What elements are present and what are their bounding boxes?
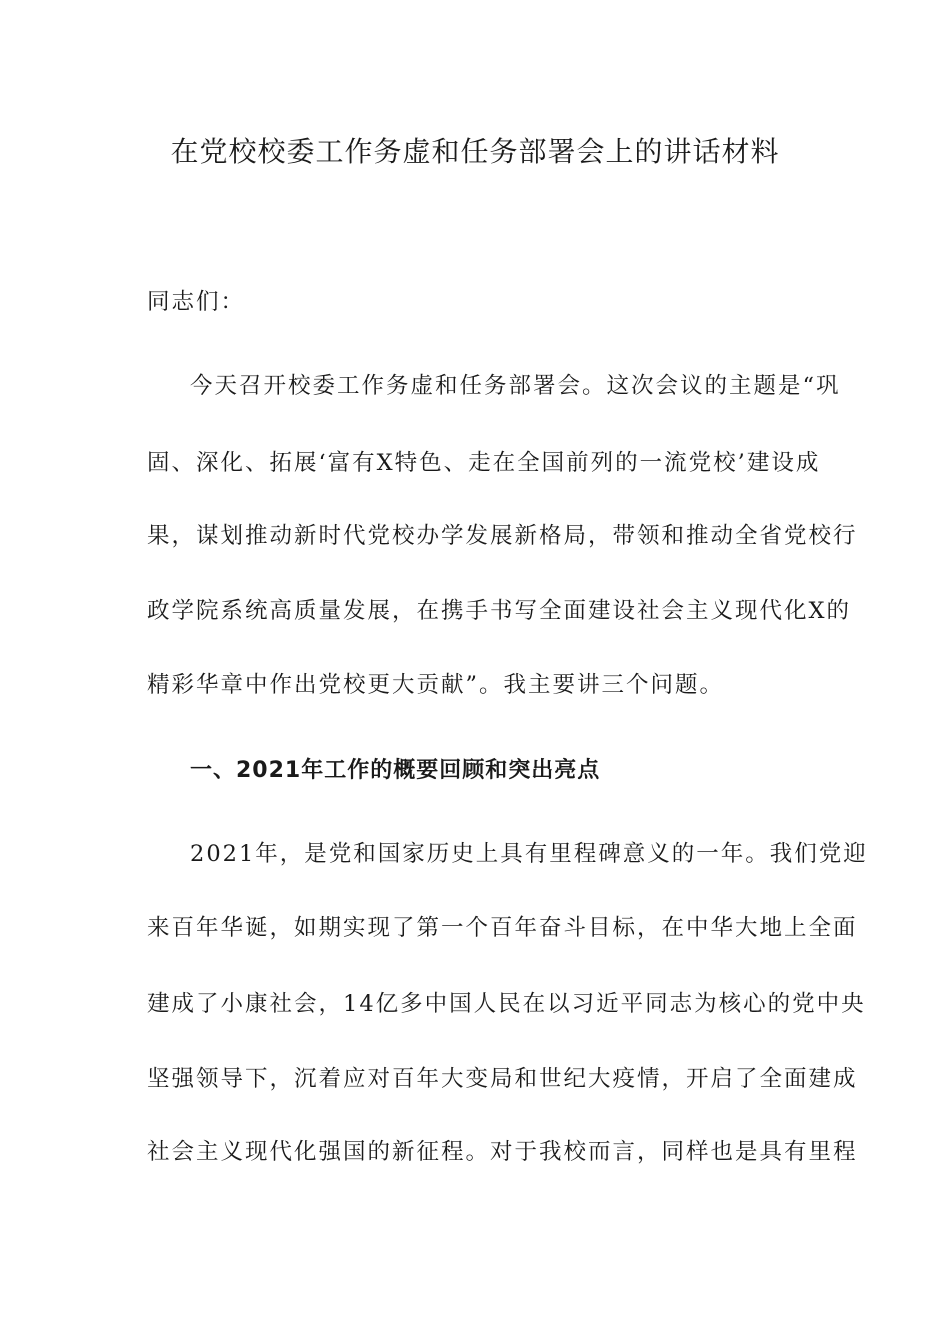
section-heading: 一、2021年工作的概要回顾和突出亮点 — [190, 758, 601, 783]
salutation: 同志们： — [147, 289, 246, 315]
paragraph-line: 果，谋划推动新时代党校办学发展新格局，带领和推动全省党校行 — [147, 523, 858, 549]
paragraph-line: 坚强领导下，沉着应对百年大变局和世纪大疫情，开启了全面建成 — [147, 1066, 858, 1092]
paragraph-line: 建成了小康社会，14亿多中国人民在以习近平同志为核心的党中央 — [147, 991, 866, 1017]
paragraph-line: 精彩华章中作出党校更大贡献”。我主要讲三个问题。 — [147, 672, 725, 698]
paragraph-line: 固、深化、拓展‘富有X特色、走在全国前列的一流党校’建设成 — [147, 450, 821, 476]
document-title: 在党校校委工作务虚和任务部署会上的讲话材料 — [170, 135, 780, 168]
paragraph-line: 2021年，是党和国家历史上具有里程碑意义的一年。我们党迎 — [190, 841, 868, 867]
paragraph-line: 政学院系统高质量发展，在携手书写全面建设社会主义现代化X的 — [147, 598, 852, 624]
paragraph-line: 今天召开校委工作务虚和任务部署会。这次会议的主题是“巩 — [190, 373, 841, 399]
paragraph-line: 来百年华诞，如期实现了第一个百年奋斗目标，在中华大地上全面 — [147, 915, 858, 941]
paragraph-line: 社会主义现代化强国的新征程。对于我校而言，同样也是具有里程 — [147, 1139, 858, 1165]
